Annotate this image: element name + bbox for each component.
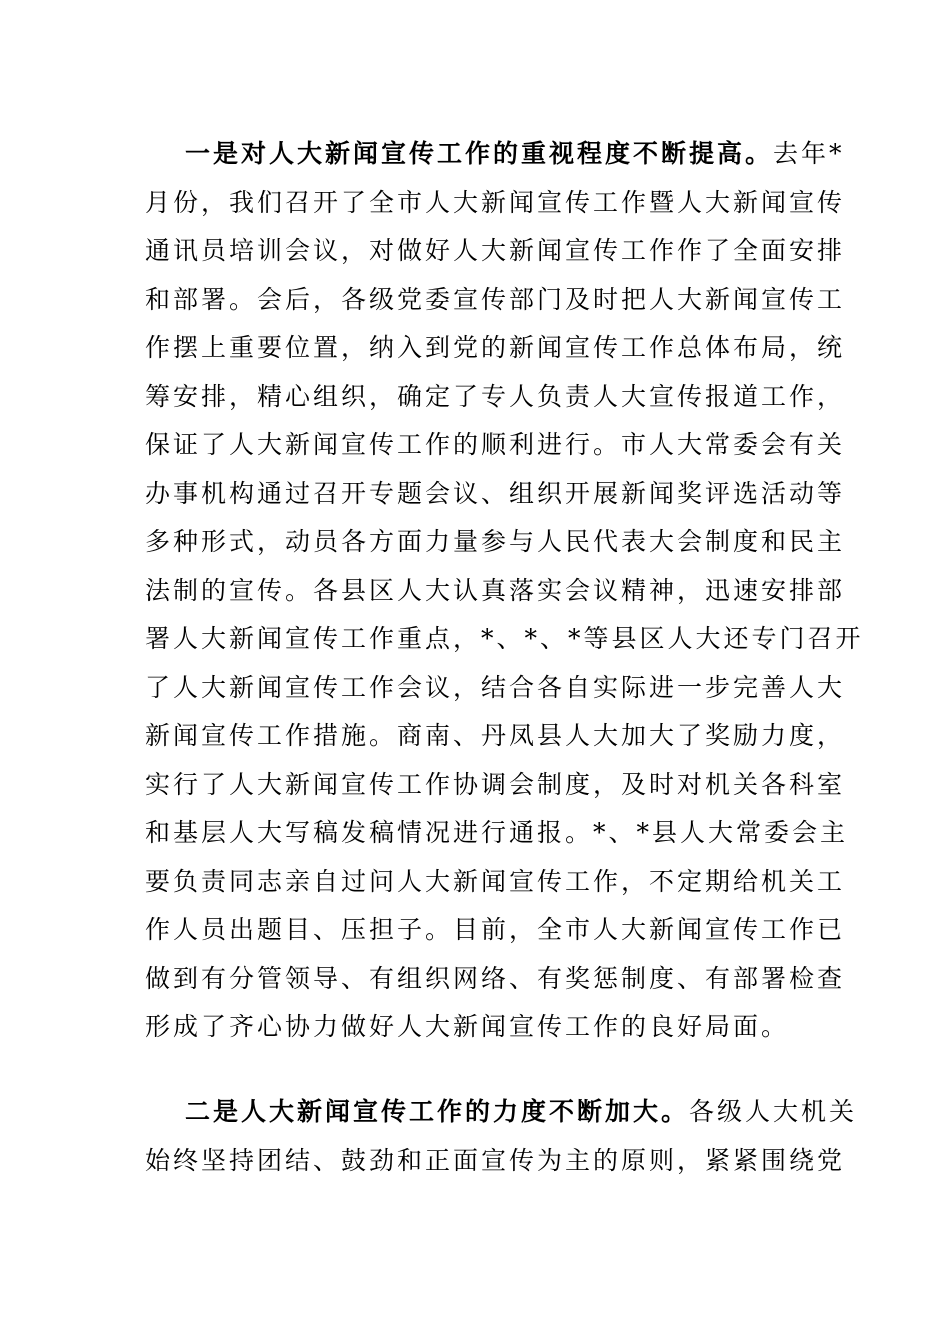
- paragraph-line: 始终坚持团结、鼓劲和正面宣传为主的原则，紧紧围绕党: [145, 1145, 846, 1175]
- paragraph-line: 实行了人大新闻宣传工作协调会制度，及时对机关各科室: [145, 769, 846, 799]
- paragraph-line: 办事机构通过召开专题会议、组织开展新闻奖评选活动等: [145, 478, 846, 508]
- paragraph-lead-heading: 一是对人大新闻宣传工作的重视程度不断提高。: [185, 139, 774, 168]
- paragraph-line: 署人大新闻宣传工作重点，*、*、*等县区人大还专门召开: [145, 624, 864, 653]
- paragraph-line: 法制的宣传。各县区人大认真落实会议精神，迅速安排部: [145, 575, 846, 605]
- paragraph-line-text: 去年*: [773, 139, 845, 168]
- paragraph-line: 要负责同志亲自过问人大新闻宣传工作，不定期给机关工: [145, 866, 846, 896]
- paragraph-line: 月份，我们召开了全市人大新闻宣传工作暨人大新闻宣传: [145, 187, 846, 217]
- paragraph-line: [145, 130, 845, 179]
- paragraph-line: 筹安排，精心组织，确定了专人负责人大宣传报道工作，: [145, 381, 846, 411]
- paragraph-line: 和基层人大写稿发稿情况进行通报。*、*县人大常委会主: [145, 818, 849, 847]
- paragraph-2: [145, 1088, 858, 1185]
- paragraph-line: 和部署。会后，各级党委宣传部门及时把人大新闻宣传工: [145, 284, 846, 314]
- paragraph-line: 作摆上重要位置，纳入到党的新闻宣传工作总体布局，统: [145, 333, 846, 362]
- paragraph-lead-heading: 二是人大新闻宣传工作的力度不断加大。: [185, 1097, 690, 1126]
- paragraph-line: 保证了人大新闻宣传工作的顺利进行。市人大常委会有关: [145, 430, 846, 459]
- paragraph-line: 了人大新闻宣传工作会议，结合各自实际进一步完善人大: [145, 672, 846, 702]
- paragraph-line: 新闻宣传工作措施。商南、丹凤县人大加大了奖励力度，: [145, 721, 846, 750]
- paragraph-line: 作人员出题目、压担子。目前，全市人大新闻宣传工作已: [145, 915, 846, 944]
- paragraph-line: 做到有分管领导、有组织网络、有奖惩制度、有部署检查: [145, 963, 846, 993]
- paragraph-line: 形成了齐心协力做好人大新闻宣传工作的良好局面。: [145, 1012, 790, 1041]
- paragraph-line-text: 各级人大机关: [689, 1097, 858, 1126]
- paragraph-line: 多种形式，动员各方面力量参与人民代表大会制度和民主: [145, 527, 846, 556]
- paragraph-line: [145, 1088, 858, 1137]
- paragraph-line: 通讯员培训会议，对做好人大新闻宣传工作作了全面安排: [145, 236, 846, 265]
- paragraph-1: [145, 130, 864, 1052]
